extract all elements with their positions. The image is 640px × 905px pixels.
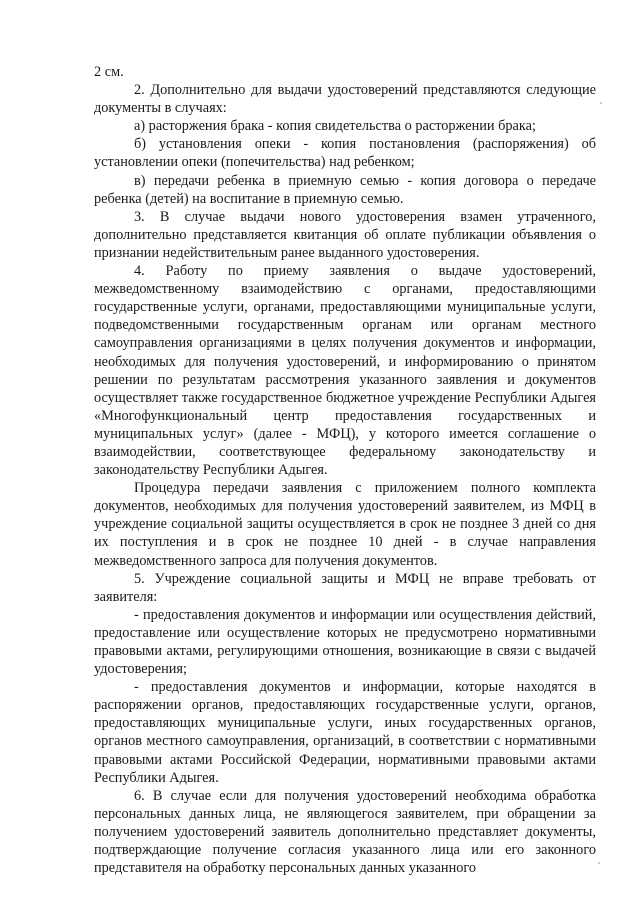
paragraph-item-5: 5. Учреждение социальной защиты и МФЦ не вправе требовать от заявителя: [94, 570, 596, 605]
paragraph-continuation: 2 см. [94, 64, 124, 80]
paragraph-procedure: Процедура передачи заявления с приложением полного комплекта документов, необходимых для получения удостоверений заявителем, из МФЦ в учреждение социальной защиты осуществляется в срок не позднее 3 дней со дня их поступления и в срок не позднее 10 дней - в случае направления межведомственного запроса для получения документов. [94, 480, 596, 569]
paragraph-subitem-v: в) передачи ребенка в приемную семью - копия договора о передаче ребенка (детей) на воспитание в приемную семью. [94, 172, 596, 207]
paragraph-dash-2: - предоставления документов и информации, которые находятся в распоряжении органов, предоставляющих государственные услуги, органов, предоставляющих муниципальные услуги, иных государственных органов, органов местного самоуправления, организаций, в соответствии с нормативными правовыми актами Российской Федерации, нормативными правовыми актами Республики Адыгея. [94, 679, 596, 786]
paragraph-dash-1: - предоставления документов и информации или осуществления действий, предоставление или осуществление которых не предусмотрено нормативными правовыми актами, регулирующими отношения, возникающие в связи с выдачей удостоверения; [94, 606, 596, 678]
paragraph-subitem-b: б) установления опеки - копия постановления (распоряжения) об установлении опеки (попечительства) над ребенком; [94, 136, 596, 171]
paragraph-subitem-a: а) расторжения брака - копия свидетельства о расторжении брака; [134, 118, 536, 135]
paragraph-item-2: 2. Дополнительно для выдачи удостоверений представляются следующие документы в случаях: [94, 82, 596, 117]
paragraph-item-6: 6. В случае если для получения удостоверений необходима обработка персональных данных лица, не являющегося заявителем, при обращении за получением удостоверений заявитель дополнительно представляет документы, подтверждающие получение согласия указанного лица или его законного представителя на обработку персональных данных указанного [94, 787, 596, 877]
paragraph-item-4: 4. Работу по приему заявления о выдаче удостоверений, межведомственному взаимодействию с органами, предоставляющими государственные услуги, органами, предоставляющими муниципальные услуги, подведомственными государственным органам или органам местного самоуправления организациями в целях получения документов и информации, необходимых для получения удостоверений, и информированию о принятом решении по результатам рассмотрения указанного заявления и документов осуществляет также государственное бюджетное учреждение Республики Адыгея «Многофункциональный центр предоставления государственных и муниципальных услуг» (далее - МФЦ), у которого имеется соглашение о взаимодействии, соответствующее федеральному законодательству и законодательству Республики Адыгея. [94, 263, 596, 479]
paragraph-item-3: 3. В случае выдачи нового удостоверения взамен утраченного, дополнительно представляется квитанция об оплате публикации объявления о признании недействительным ранее выданного удостоверения. [94, 208, 596, 261]
document-body [94, 63, 596, 877]
scan-speck [598, 862, 600, 864]
scan-speck [600, 102, 602, 104]
